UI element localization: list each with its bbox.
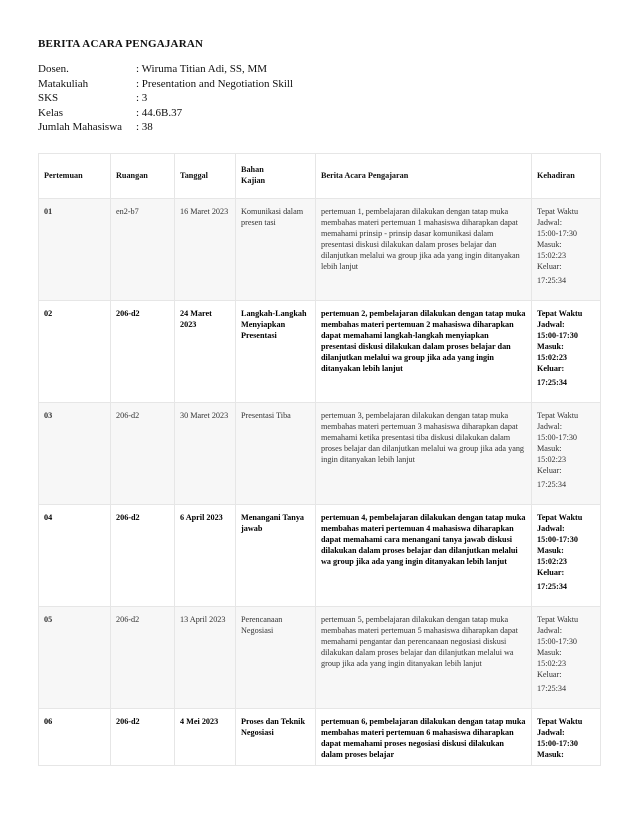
header-tanggal: Tanggal [175,154,236,199]
attendance-status: Tepat Waktu [537,513,583,522]
cell-kehadiran [532,607,601,709]
attendance-jadwal-value: 15:00-17:30 [537,330,578,340]
table-row [39,607,601,709]
attendance-status: Tepat Waktu [537,615,579,624]
info-row-jumlah-mahasiswa [38,120,293,135]
page-title: BERITA ACARA PENGAJARAN [38,38,204,50]
course-info [38,62,293,135]
cell-ruangan: 206-d2 [111,709,175,766]
table-row [39,709,601,766]
attendance-masuk-label: Masuk: [537,341,564,351]
attendance-keluar-label: Keluar: [537,465,562,475]
attendance-masuk-label: Masuk: [537,749,564,759]
cell-pertemuan: 02 [39,301,111,403]
cell-berita-acara: pertemuan 3, pembelajaran dilakukan dengan tatap muka membahas materi pertemuan 3 mahasiswa diharapkan dapat memahami ketika presentasi tiba diskusi dilakukan dalam proses belajar dan dilanjutkan melalui wa group jika ada yang ingin ditanyakan lebih lanjut [316,403,532,505]
attendance-masuk-value: 15:02:23 [537,454,567,464]
attendance-jadwal-value: 15:00-17:30 [537,636,578,646]
attendance-jadwal-value: 15:00-17:30 [537,432,578,442]
attendance-keluar-value: 17:25:34 [537,378,568,388]
attendance-jadwal-value: 15:00-17:30 [537,228,578,238]
cell-bahan-kajian: Menangani Tanya jawab [236,505,316,607]
header-berita-acara: Berita Acara Pengajaran [316,154,532,199]
table-row [39,301,601,403]
cell-kehadiran [532,301,601,403]
info-label: Matakuliah [38,77,89,90]
header-bahan: Bahan [241,165,264,175]
attendance-jadwal-value: 15:00-17:30 [537,534,578,544]
cell-kehadiran [532,709,601,766]
attendance-masuk-value: 15:02:23 [537,352,568,362]
attendance-keluar-label: Keluar: [537,669,562,679]
info-value: : 38 [136,121,153,133]
attendance-masuk-value: 15:02:23 [537,658,567,668]
info-row-matakuliah [38,77,293,92]
cell-berita-acara: pertemuan 6, pembelajaran dilakukan dengan tatap muka membahas materi pertemuan 6 mahasiswa diharapkan dapat memahami proses negosiasi diskusi dilakukan dalam proses belajar [316,709,532,766]
cell-kehadiran [532,505,601,607]
attendance-status: Tepat Waktu [537,207,579,216]
cell-berita-acara: pertemuan 1, pembelajaran dilakukan dengan tatap muka membahas materi pertemuan 1 mahasiswa diharapkan dapat memahami prinsip - prinsip dasar komunikasi dalam presentasi diskusi dilakukan dalam proses belajar dan dilanjutkan melalui wa group jika ada yang ingin ditanyakan lebih lanjut [316,199,532,301]
table-header-row [39,154,601,199]
attendance-masuk-label: Masuk: [537,239,562,249]
attendance-keluar-label: Keluar: [537,363,565,373]
info-row-sks [38,91,293,106]
header-kehadiran: Kehadiran [532,154,601,199]
header-ruangan: Ruangan [111,154,175,199]
cell-ruangan: 206-d2 [111,505,175,607]
cell-bahan-kajian: Langkah-Langkah Menyiapkan Presentasi [236,301,316,403]
cell-tanggal: 6 April 2023 [175,505,236,607]
table-row [39,403,601,505]
header-kajian: Kajian [241,176,266,185]
cell-pertemuan: 04 [39,505,111,607]
header-bahan-kajian [236,154,316,199]
table-row [39,199,601,301]
cell-kehadiran [532,199,601,301]
attendance-masuk-label: Masuk: [537,443,562,453]
cell-pertemuan: 06 [39,709,111,766]
table-row [39,505,601,607]
attendance-keluar-value: 17:25:34 [537,582,568,592]
attendance-status: Tepat Waktu [537,309,583,318]
cell-ruangan: 206-d2 [111,403,175,505]
info-value: : 44.6B.37 [136,106,183,119]
attendance-jadwal-value: 15:00-17:30 [537,738,578,748]
attendance-keluar-value: 17:25:34 [537,684,567,694]
attendance-keluar-label: Keluar: [537,261,562,271]
attendance-masuk-value: 15:02:23 [537,250,567,260]
info-row-kelas [38,106,293,121]
attendance-jadwal-label: Jadwal: [537,625,563,635]
table-bottom-border [38,765,600,766]
info-value: : Wiruma Titian Adi, SS, MM [136,63,268,75]
cell-pertemuan: 05 [39,607,111,709]
cell-tanggal: 4 Mei 2023 [175,709,236,766]
attendance-keluar-value: 17:25:34 [537,276,567,286]
header-pertemuan: Pertemuan [39,154,111,199]
cell-kehadiran [532,403,601,505]
attendance-jadwal-label: Jadwal: [537,523,565,533]
attendance-masuk-label: Masuk: [537,545,564,555]
attendance-jadwal-label: Jadwal: [537,217,563,227]
cell-tanggal: 16 Maret 2023 [175,199,236,301]
cell-berita-acara: pertemuan 2, pembelajaran dilakukan dengan tatap muka membahas materi pertemuan 2 mahasiswa diharapkan dapat memahami langkah-langkah menyiapkan presentasi diskusi dilakukan dalam proses belajar dan dilanjutkan melalui wa group jika ada yang ingin ditanyakan lebih lanjut [316,301,532,403]
info-label: SKS [38,92,59,104]
info-label: Jumlah Mahasiswa [38,121,123,133]
cell-tanggal: 13 April 2023 [175,607,236,709]
cell-bahan-kajian: Perencanaan Negosiasi [236,607,316,709]
cell-pertemuan: 03 [39,403,111,505]
attendance-keluar-value: 17:25:34 [537,480,567,490]
cell-bahan-kajian: Proses dan Teknik Negosiasi [236,709,316,766]
cell-berita-acara: pertemuan 4, pembelajaran dilakukan dengan tatap muka membahas materi pertemuan 4 mahasiswa diharapkan dapat memahami cara menangani tanya jawab diskusi dilakukan dalam proses belajar dan dilanjutkan melalui wa group jika ada yang ingin ditanyakan lebih lanjut [316,505,532,607]
info-label: Dosen. [38,63,69,75]
cell-tanggal: 24 Maret 2023 [175,301,236,403]
info-label: Kelas [38,106,64,119]
cell-bahan-kajian: Presentasi Tiba [236,403,316,505]
cell-pertemuan: 01 [39,199,111,301]
attendance-jadwal-label: Jadwal: [537,319,565,329]
cell-ruangan: 206-d2 [111,301,175,403]
cell-bahan-kajian: Komunikasi dalam presen tasi [236,199,316,301]
cell-ruangan: 206-d2 [111,607,175,709]
attendance-status: Tepat Waktu [537,411,579,420]
attendance-masuk-value: 15:02:23 [537,556,568,566]
cell-tanggal: 30 Maret 2023 [175,403,236,505]
attendance-status: Tepat Waktu [537,717,583,726]
attendance-jadwal-label: Jadwal: [537,727,565,737]
cell-ruangan: en2-b7 [111,199,175,301]
info-value: : 3 [136,92,148,104]
info-row-dosen [38,62,293,77]
info-value: : Presentation and Negotiation Skill [136,77,294,90]
teaching-log-table [38,153,601,766]
attendance-keluar-label: Keluar: [537,567,565,577]
attendance-jadwal-label: Jadwal: [537,421,563,431]
cell-berita-acara: pertemuan 5, pembelajaran dilakukan dengan tatap muka membahas materi pertemuan 5 mahasiswa diharapkan dapat memahami pengantar dan perencanaan negosiasi diskusi dilakukan dalam proses belajar dan dilanjutkan melalui wa group jika ada yang ingin ditanyakan lebih lanjut [316,607,532,709]
attendance-masuk-label: Masuk: [537,647,562,657]
